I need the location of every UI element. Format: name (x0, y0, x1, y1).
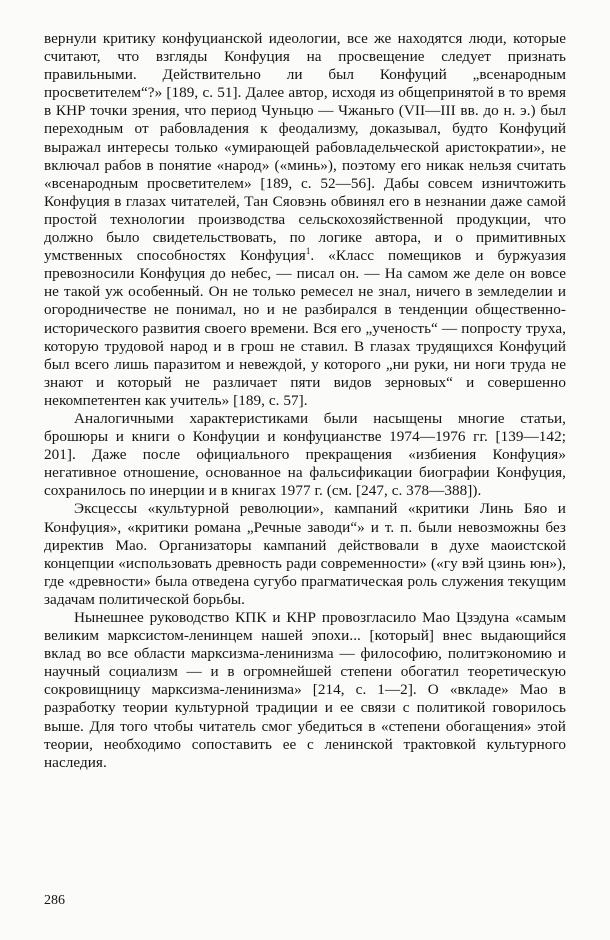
paragraph-2: Аналогичными характеристиками были насыщены многие статьи, брошюры и книги о Конфуции и конфуцианстве 1974—1976 гг. [139—142; 201]. Даже после официального прекращения «избиения Конфуция» негативное отношение, основанное на фальсификации биографии Конфуция, сохранилось по инерции и в книгах 1977 г. (см. [247, с. 378—388]). (44, 409, 566, 500)
paragraph-3: Эксцессы «культурной революции», кампаний «критики Линь Бяо и Конфуция», «критики романа „Речные заводи“» и т. п. были невозможны без директив Мао. Организаторы кампаний действовали в духе маоистской концепции «использовать древность ради современности» («гу вэй цзинь юн»), где «древности» была отведена сугубо прагматическая роль служения текущим задачам политической борьбы. (44, 500, 566, 608)
paragraph-1-text-continued: . «Класс помещиков и буржуазия превозносили Конфуция до небес, — писал он. — На самом же деле он вовсе не такой уж особенный. Он не только ремесел не знал, ничего в земледелии и огородничестве не понимал, но и не разбирался в тенденции общественно-исторического развития своего времени. Вся его „ученость“ — попросту труха, которую трудовой народ и в грош не ставил. В глазах трудящихся Конфуций был всего лишь паразитом и невеждой, у которого „ни руки, ни ноги труда не знают и который не различает пяти видов зерновых“ и совершенно некомпетентен как учитель» [189, с. 57]. (44, 247, 566, 409)
paragraph-4: Нынешнее руководство КПК и КНР провозгласило Мао Цзэдуна «самым великим марксистом-ленинцем нашей эпохи... [который] внес выдающийся вклад во все области марксизма-ленинизма — философию, политэкономию и научный социализм — и в огромнейшей степени обогатил теоретическую сокровищницу марксизма-ленинизма» [214, с. 1—2]. О «вкладе» Мао в разработку теории культурной традиции и ее связи с политикой говорилось выше. Для того чтобы читатель смог убедиться в «степени обогащения» этой теории, необходимо сопоставить ее с ленинской трактовкой культурного наследия. (44, 609, 566, 771)
footnote-marker[interactable]: 1 (305, 246, 311, 257)
page-number: 286 (44, 893, 65, 908)
body-text (44, 30, 566, 772)
paragraph-1-text: вернули критику конфуцианской идеологии, все же находятся люди, которые считают, что взгляды Конфуция на просвещение следует признать правильными. Действительно ли был Конфуций „всенародным просветителем“?» [189, с. 51]. Далее автор, исходя из общепринятой в то время в КНР точки зрения, что период Чуньцю — Чжаньго (VII—III вв. до н. э.) был переходным от рабовладения к феодализму, доказывал, будто Конфуций выражал интересы только «умирающей рабовладельческой аристократии», не включал рабов в понятие «народ» («минь»), поэтому его никак нельзя считать «всенародным просветителем» [189, с. 52—56]. Дабы совсем изничтожить Конфуция в глазах читателей, Тан Сяовэнь обвинял его в незнании даже самой простой технологии производства сельскохозяйственной продукции, что должно было свидетельствовать, по логике автора, и о примитивных умственных способностях Конфуция (44, 30, 566, 265)
paragraph-1 (44, 30, 566, 410)
